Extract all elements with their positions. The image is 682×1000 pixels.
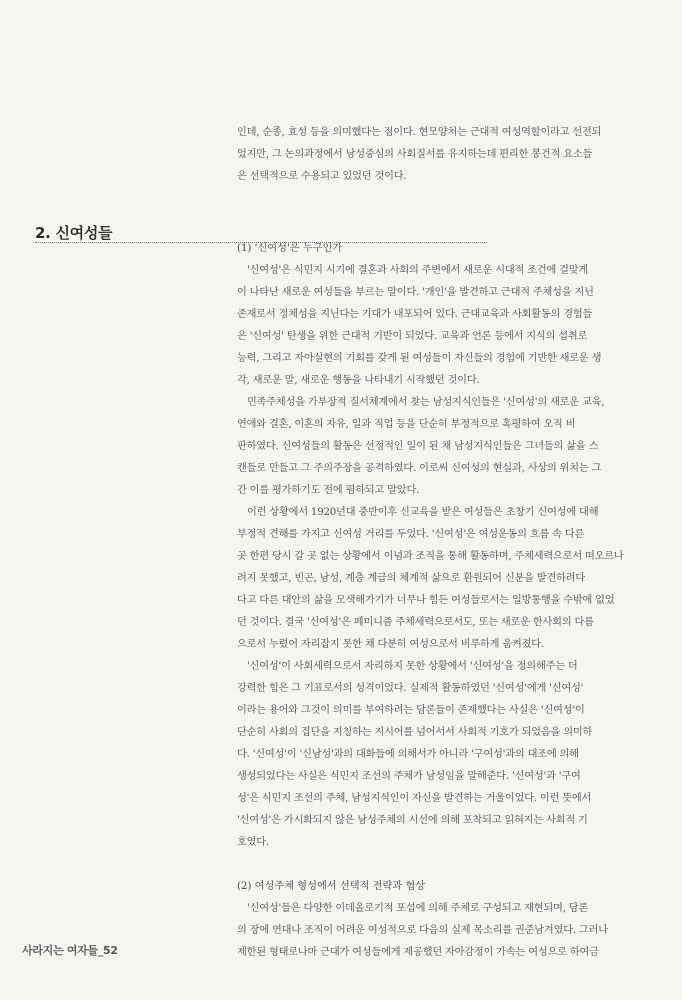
text-line: '신여성'이 사회세력으로서 자리하지 못한 상황에서 '신여성'을 정의해주는 더: [247, 661, 578, 672]
text-line: 은 '신여성' 탄생을 위한 근대적 기반이 되었다. 교육과 언론 등에서 지식의 섭취로: [237, 331, 588, 342]
paragraph: [237, 898, 657, 964]
text-line: 간 이를 평가하기도 전에 폄하되고 말았다.: [237, 485, 420, 496]
subsection-title: (1) '신여성'은 누구인가: [237, 243, 343, 254]
text-line: 연애와 결혼, 이혼의 자유, 일과 직업 등을 단순히 부정적으로 혹평하여 오직 비: [237, 419, 576, 430]
text-line: 존재로서 정체성을 지닌다는 기대가 내포되어 있다. 근대교육과 사회활동의 경험들: [237, 309, 593, 320]
text-line: 단순히 사회의 집단을 지칭하는 지시어를 넘어서서 사회적 기호가 되었음을 의미하: [237, 727, 593, 738]
text-line: 인데, 순종, 효성 등을 의미했다는 점이다. 현모양처는 근대적 여성역할이라고 선전되: [237, 127, 602, 138]
paragraph: [237, 502, 657, 656]
text-line: 다고 다른 대안의 삶을 모색해가기가 너무나 힘든 여성들로서는 일방통행을 수밖에 없었: [237, 595, 615, 606]
text-line: 의 장에 연대나 조직이 어려운 여성적으로 다음의 실제 목소리를 권준남겨였다. 그러나: [237, 925, 608, 936]
text-line: 호였다.: [237, 837, 269, 848]
subsection-title: (2) 여성주체 형성에서 선택적 전략과 협상: [237, 881, 426, 892]
text-line: 었지만, 그 논의과정에서 남성중심의 사회질서를 유지하는데 편리한 봉건적 요소들: [237, 149, 593, 160]
text-line: 다. '신여성'이 '신남성'과의 대화들에 의해서가 아니라 '구여성'과의 대조에 의해: [237, 749, 579, 760]
text-line: 강력한 힘은 그 기표로서의 성격이었다. 실제적 활동하였던 '신여성'에게 '신여성': [237, 683, 584, 694]
text-line: 생성되었다는 사실은 식민지 조선의 주체가 남성임을 말해준다. '신여성'과 '구여: [237, 771, 581, 782]
text-line: 능력, 그리고 자아실현의 기회를 갖게 된 여성들이 자신들의 경험에 기반한 새로운 생: [237, 353, 602, 364]
text-line: '신여성'은 식민지 시기에 결혼과 사회의 주변에서 새로운 시대적 조건에 걸맞게: [247, 265, 589, 276]
text-line: 각, 새로운 말, 새로운 행동을 나타내기 시작했던 것이다.: [237, 375, 480, 386]
text-line: 곳 한편 당시 갈 곳 없는 상황에서 이념과 조직을 통해 활동하며, 주체세력으로서 떠오르나: [237, 551, 624, 562]
text-line: 판하였다. 신여성들의 활동은 선정적인 일이 된 채 남성지식인들은 그녀들의 삶을 스: [237, 441, 599, 452]
text-line: 이런 상황에서 1920년대 중반이후 신교육을 받은 여성들은 초창기 신여성에 대해: [247, 507, 599, 518]
text-line: 으로서 누렸어 자리잡지 못한 채 다분히 여성으로서 비루하게 움켜졌다.: [237, 639, 544, 650]
text-line: 은 선택적으로 수용되고 있었던 것이다.: [237, 171, 407, 182]
text-line: 성'은 식민지 조선의 주체, 남성지식인이 자신을 발견하는 거울이었다. 이런 뜻에서: [237, 793, 592, 804]
running-footer: 사라지는 여자들_52: [22, 944, 118, 957]
text-line: '신여성'들은 다양한 이데올로기적 포섭에 의해 주체로 구성되고 재현되며, 담론: [247, 903, 589, 914]
text-line: 이라는 용어와 그것이 의미를 부여하려는 담론들이 존재했다는 사실은 '신여성'이: [237, 705, 585, 716]
spacer: [237, 854, 657, 876]
text-line: 부정적 견해를 가지고 신여성 거리를 두었다. '신여성'은 여성운동의 흐름 속 다른: [237, 529, 585, 540]
text-line: 민족주체성을 가부장적 질서체계에서 찾는 남성지식인들은 '신여성'의 새로운 교육,: [247, 397, 605, 408]
text-line: 이 나타난 새로운 여성들을 부르는 말이다. '개인'을 발견하고 근대적 주체성을 지닌: [237, 287, 594, 298]
text-line: 던 것이다. 결국 '신여성'은 페미니즘 주체세력으로서도, 또는 새로운 한사회의 다름: [237, 617, 594, 628]
paragraph: [237, 656, 657, 854]
paragraph: [237, 392, 657, 502]
section-heading: 2. 신여성들: [35, 224, 113, 242]
section-body: [237, 238, 657, 964]
text-line: 제한된 형태로나마 근대가 여성들에게 제공했던 자아감정이 가속는 여성으로 하여금: [237, 947, 599, 958]
paragraph: [237, 260, 657, 392]
text-line: '신여성'은 가시화되지 않은 남성주체의 시선에 의해 포착되고 읽혀지는 사회적 기: [237, 815, 588, 826]
intro-paragraph: [237, 122, 647, 188]
text-line: 려지 못했고, 빈곤, 남성, 계층 계급의 체계적 삶으로 환원되어 신분을 발견하려다: [237, 573, 586, 584]
text-line: 캔들로 만들고 그 주의주장을 공격하였다. 이로써 신여성의 현실과, 사상의 위치는 그: [237, 463, 602, 474]
